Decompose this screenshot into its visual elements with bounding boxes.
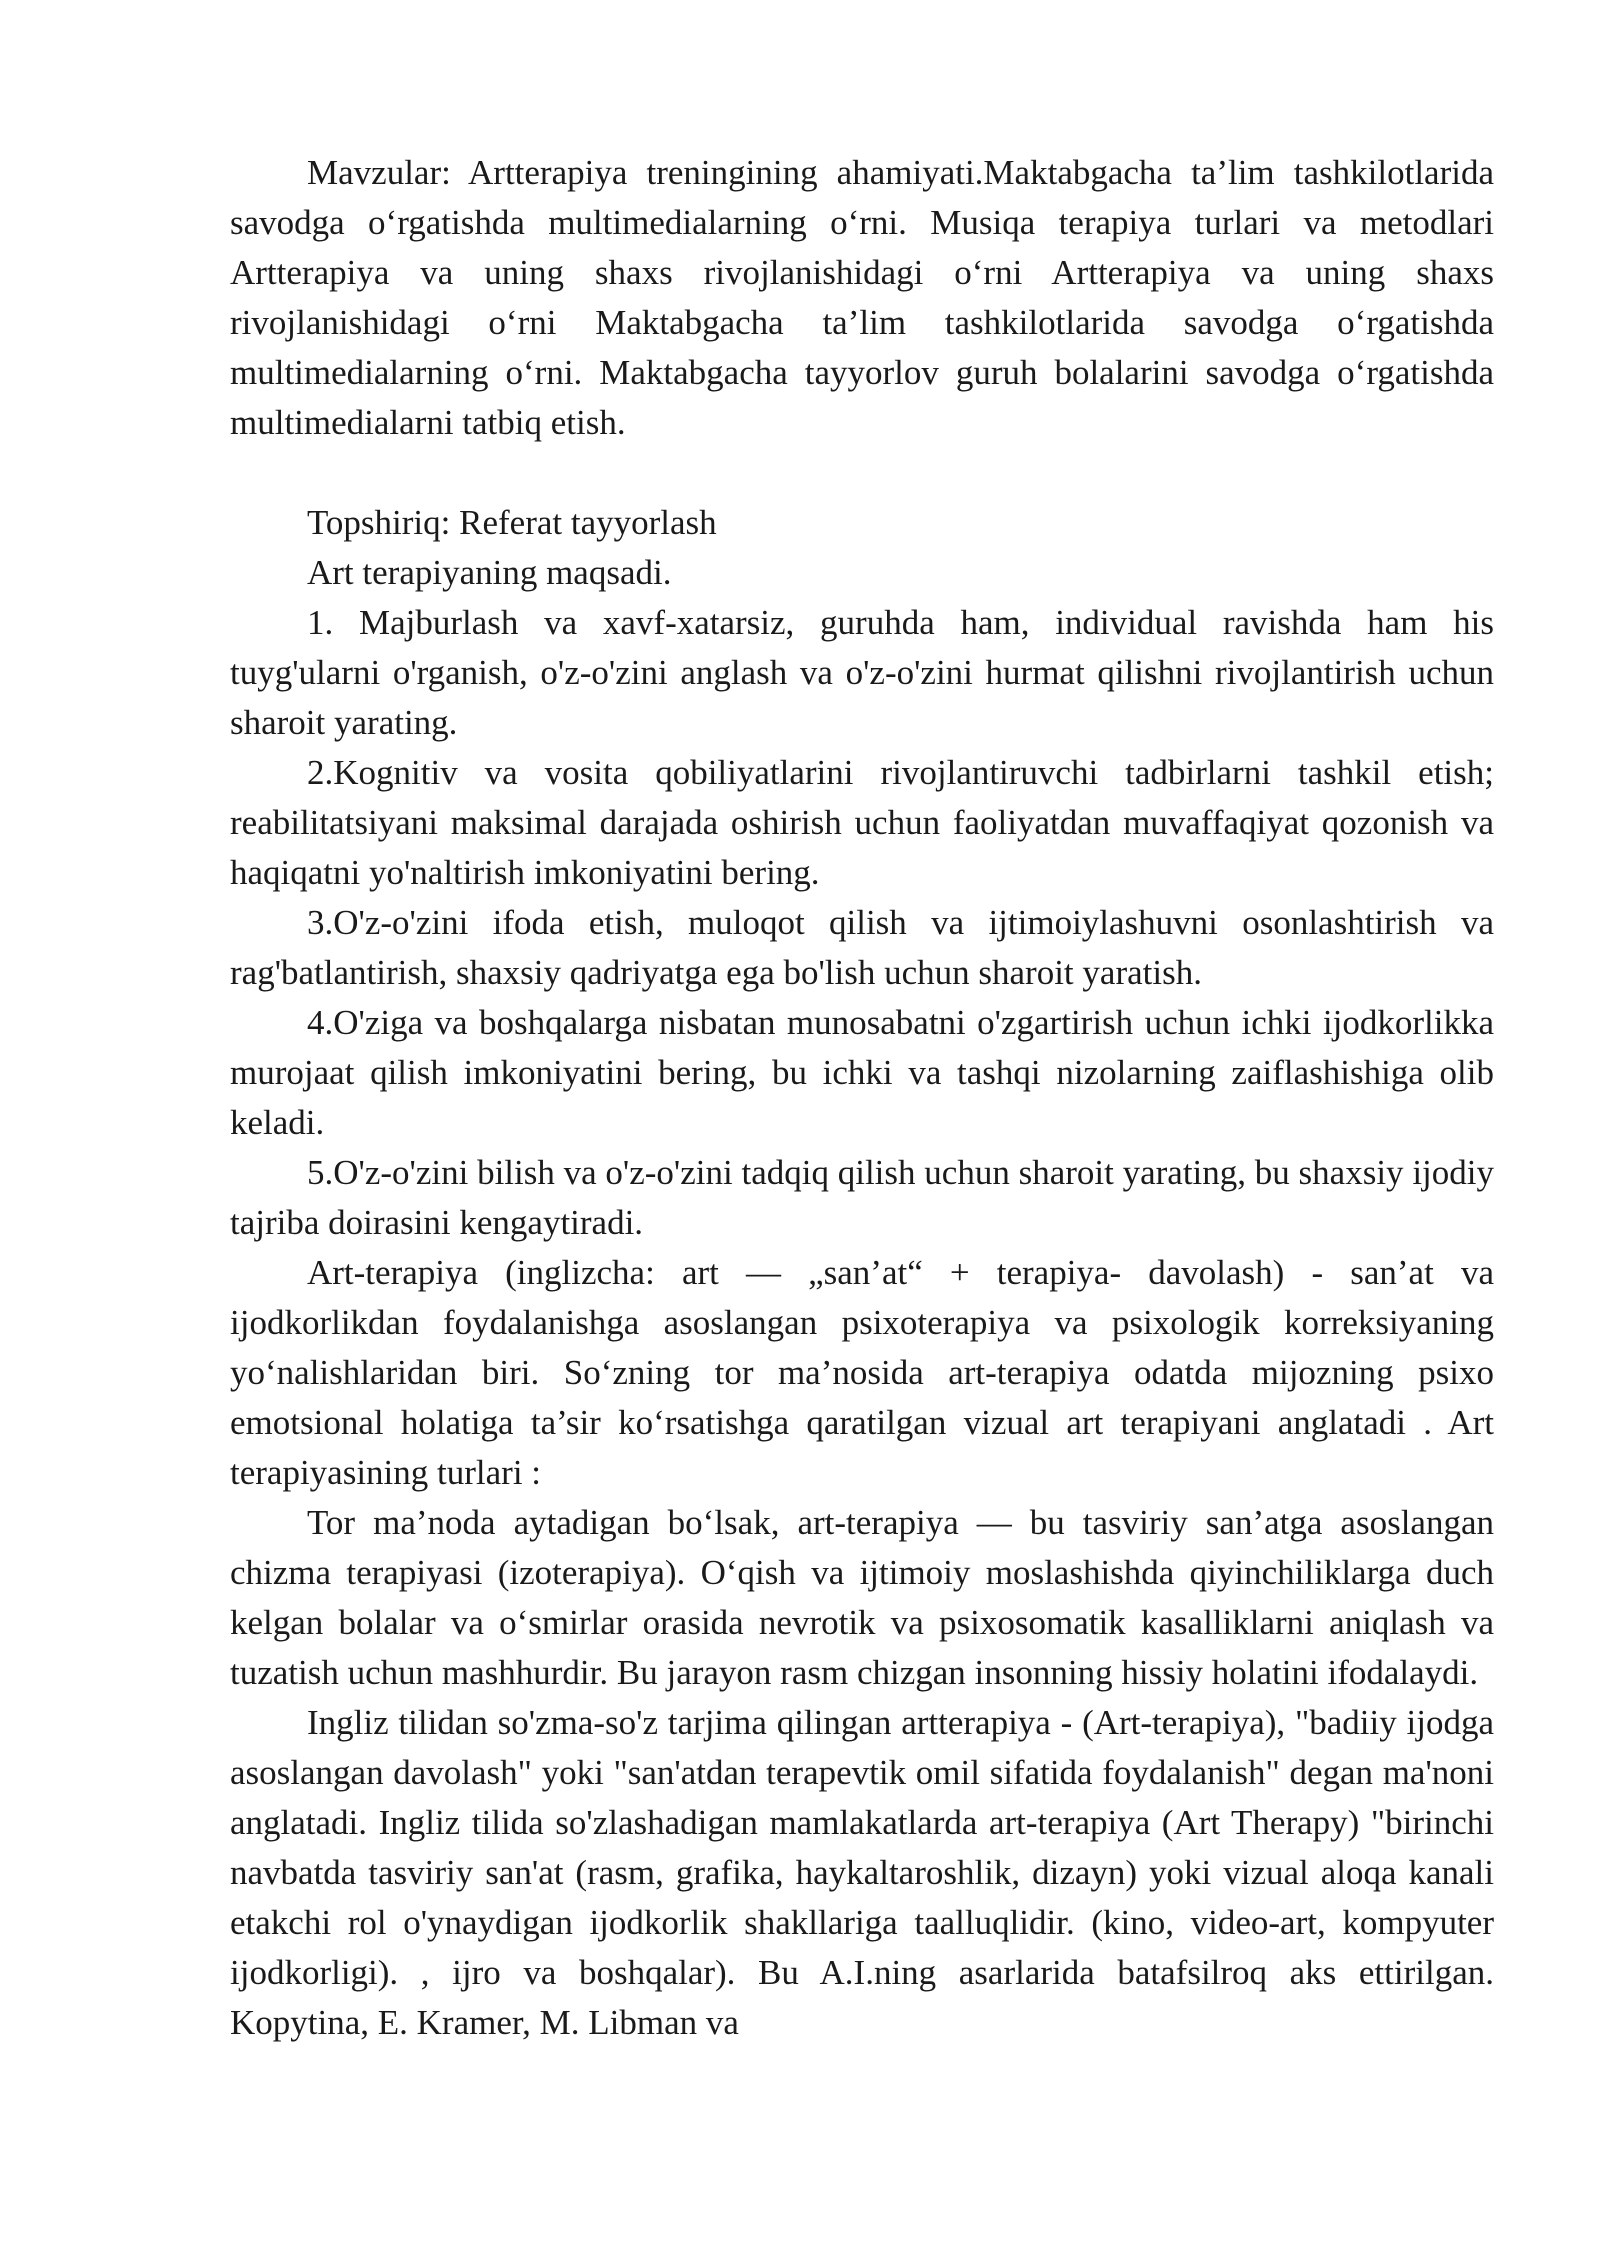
goal-item-1: 1. Majburlash va xavf-xatarsiz, guruhda ham, individual ravishda ham his tuyg'ularni o'rganish, o'z-o'zini anglash va o'z-o'zini hurmat qilishni rivojlantirish uchun sharoit yarating.	[230, 603, 1494, 742]
goal-item-3: 3.O'z-o'zini ifoda etish, muloqot qilish va ijtimoiylashuvni osonlashtirish va rag'batlantirish, shaxsiy qadriyatga ega bo'lish uchun sharoit yaratish.	[230, 903, 1494, 992]
goal-heading: Art terapiyaning maqsadi.	[307, 553, 672, 592]
goal-item-5: 5.O'z-o'zini bilish va o'z-o'zini tadqiq qilish uchun sharoit yarating, bu shaxsiy ijodiy tajriba doirasini kengaytiradi.	[230, 1153, 1494, 1242]
goal-item-2: 2.Kognitiv va vosita qobiliyatlarini rivojlantiruvchi tadbirlarni tashkil etish; reabilitatsiyani maksimal darajada oshirish uchun faoliyatdan muvaffaqiyat qozonish va haqiqatni yo'naltirish imkoniyatini bering.	[230, 753, 1494, 892]
paragraph-gap	[230, 448, 1494, 498]
topics-paragraph: Mavzular: Artterapiya treningining ahamiyati.Maktabgacha ta’lim tashkilotlarida savodga o‘rgatishda multimedialarning o‘rni. Musiqa terapiya turlari va metodlari Artterapiya va uning shaxs rivojlanishidagi o‘rni Artterapiya va uning shaxs rivojlanishidagi o‘rni Maktabgacha ta’lim tashkilotlarida savodga o‘rgatishda multimedialarning o‘rni. Maktabgacha tayyorlov guruh bolalarini savodga o‘rgatishda multimedialarni tatbiq etish.	[230, 153, 1494, 442]
task-line: Topshiriq: Referat tayyorlash	[307, 503, 717, 542]
narrow-meaning-paragraph: Tor ma’noda aytadigan bo‘lsak, art-terapiya — bu tasviriy san’atga asoslangan chizma terapiyasi (izoterapiya). O‘qish va ijtimoiy moslashishda qiyinchiliklarga duch kelgan bolalar va o‘smirlar orasida nevrotik va psixosomatik kasalliklarni aniqlash va tuzatish uchun mashhurdir. Bu jarayon rasm chizgan insonning hissiy holatini ifodalaydi.	[230, 1503, 1494, 1692]
art-therapy-definition-paragraph: Art-terapiya (inglizcha: art — „san’at“ + terapiya- davolash) - san’at va ijodkorlikdan foydalanishga asoslangan psixoterapiya va psixologik korreksiyaning yo‘nalishlaridan biri. So‘zning tor ma’nosida art-terapiya odatda mijozning psixo emotsional holatiga ta’sir ko‘rsatishga qaratilgan vizual art terapiyani anglatadi . Art terapiyasining turlari :	[230, 1253, 1494, 1492]
goal-item-4: 4.O'ziga va boshqalarga nisbatan munosabatni o'zgartirish uchun ichki ijodkorlikka murojaat qilish imkoniyatini bering, bu ichki va tashqi nizolarning zaiflashishiga olib keladi.	[230, 1003, 1494, 1142]
translation-paragraph: Ingliz tilidan so'zma-so'z tarjima qilingan artterapiya - (Art-terapiya), "badiiy ijodga asoslangan davolash" yoki "san'atdan terapevtik omil sifatida foydalanish" degan ma'noni anglatadi. Ingliz tilida so'zlashadigan mamlakatlarda art-terapiya (Art Therapy) "birinchi navbatda tasviriy san'at (rasm, grafika, haykaltaroshlik, dizayn) yoki vizual aloqa kanali etakchi rol o'ynaydigan ijodkorlik shakllariga taalluqlidir. (kino, video-art, kompyuter ijodkorligi). , ijro va boshqalar). Bu A.I.ning asarlarida batafsilroq aks ettirilgan. Kopytina, E. Kramer, M. Libman va	[230, 1703, 1494, 2042]
document-page	[230, 148, 1494, 2048]
